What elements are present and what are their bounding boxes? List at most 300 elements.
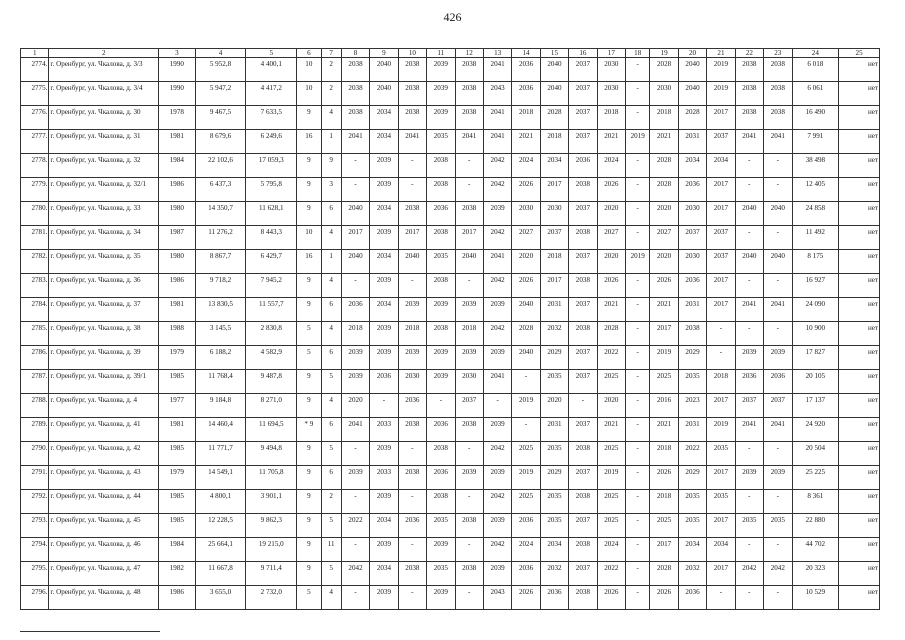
table-cell: 5 (297, 346, 321, 370)
table-cell: 2026 (650, 274, 678, 298)
table-cell: 9 (297, 394, 321, 418)
table-cell: 2017 (455, 226, 483, 250)
footnote-rule (20, 631, 160, 632)
row-number-cell: 2788. (21, 394, 49, 418)
table-cell: 2039 (341, 370, 369, 394)
table-cell: - (341, 154, 369, 178)
table-cell: 8 175 (792, 250, 839, 274)
table-cell: 2031 (678, 298, 706, 322)
column-number-cell: 5 (246, 49, 297, 58)
table-cell: 2038 (427, 322, 455, 346)
address-cell: г. Оренбург, ул. Чкалова, д. 30 (49, 106, 159, 130)
table-cell: 2022 (597, 346, 625, 370)
table-cell: 2038 (735, 58, 763, 82)
flag-cell: нет (839, 250, 880, 274)
table-cell: 2031 (540, 418, 568, 442)
table-cell: 6 (321, 466, 341, 490)
table-cell: 2038 (455, 58, 483, 82)
table-cell: 9 (297, 178, 321, 202)
address-cell: г. Оренбург, ул. Чкалова, д. 3/4 (49, 82, 159, 106)
table-cell: 9 (297, 274, 321, 298)
flag-cell: нет (839, 586, 880, 610)
flag-cell: нет (839, 418, 880, 442)
table-cell: 2035 (678, 490, 706, 514)
table-cell: - (735, 154, 763, 178)
table-cell: 2036 (341, 298, 369, 322)
table-cell: 2020 (597, 394, 625, 418)
table-cell: 2037 (569, 58, 597, 82)
table-cell: 2030 (455, 370, 483, 394)
address-cell: г. Оренбург, ул. Чкалова, д. 31 (49, 130, 159, 154)
table-cell: - (707, 586, 735, 610)
row-number-cell: 2778. (21, 154, 49, 178)
table-cell: 2039 (455, 346, 483, 370)
table-cell: 2018 (540, 250, 568, 274)
table-cell: 2018 (398, 322, 426, 346)
table-cell: 17 137 (792, 394, 839, 418)
table-cell: 2017 (707, 274, 735, 298)
row-number-cell: 2782. (21, 250, 49, 274)
table-cell: 10 529 (792, 586, 839, 610)
column-number-cell: 4 (195, 49, 246, 58)
table-cell: 2024 (597, 154, 625, 178)
table-body (21, 49, 880, 610)
table-cell: 12 228,5 (195, 514, 246, 538)
address-cell: г. Оренбург, ул. Чкалова, д. 39/1 (49, 370, 159, 394)
flag-cell: нет (839, 322, 880, 346)
table-cell: 9 (297, 562, 321, 586)
table-cell: 2034 (370, 130, 398, 154)
table-cell: 5 (321, 514, 341, 538)
table-cell: 2037 (707, 226, 735, 250)
table-cell: 3 655,0 (195, 586, 246, 610)
flag-cell: нет (839, 394, 880, 418)
page-number: 426 (443, 10, 462, 24)
table-cell: 2020 (540, 394, 568, 418)
table-cell: 2037 (707, 130, 735, 154)
table-cell: 2038 (455, 418, 483, 442)
table-cell: 2018 (455, 322, 483, 346)
column-number-cell: 3 (159, 49, 196, 58)
column-number-cell: 14 (512, 49, 540, 58)
table-row (21, 394, 880, 418)
table-cell: 16 (297, 250, 321, 274)
table-cell: 1987 (159, 226, 196, 250)
table-cell: 16 927 (792, 274, 839, 298)
table-cell: 6 437,3 (195, 178, 246, 202)
row-number-cell: 2794. (21, 538, 49, 562)
table-cell: 1985 (159, 514, 196, 538)
address-cell: г. Оренбург, ул. Чкалова, д. 3/3 (49, 58, 159, 82)
row-number-cell: 2777. (21, 130, 49, 154)
table-cell: 2019 (626, 130, 650, 154)
table-cell: 2021 (597, 298, 625, 322)
column-number-cell: 17 (597, 49, 625, 58)
table-cell: 2039 (398, 346, 426, 370)
table-cell: - (626, 202, 650, 226)
table-cell: 2030 (512, 202, 540, 226)
table-cell: 2025 (650, 370, 678, 394)
table-cell: 2029 (678, 346, 706, 370)
table-cell: 1990 (159, 58, 196, 82)
table-cell: 2042 (341, 562, 369, 586)
table-cell: 2038 (398, 58, 426, 82)
table-cell: 13 830,5 (195, 298, 246, 322)
flag-cell: нет (839, 442, 880, 466)
table-cell: 2034 (540, 154, 568, 178)
table-row (21, 154, 880, 178)
table-cell: 2042 (483, 490, 511, 514)
table-cell: 2038 (569, 226, 597, 250)
table-cell: 2038 (569, 538, 597, 562)
table-cell: - (626, 418, 650, 442)
flag-cell: нет (839, 538, 880, 562)
table-cell: 2040 (370, 58, 398, 82)
column-number-cell: 19 (650, 49, 678, 58)
table-row (21, 130, 880, 154)
table-cell: 9 494,8 (246, 442, 297, 466)
table-cell: - (764, 178, 792, 202)
table-cell: 2025 (597, 514, 625, 538)
row-number-cell: 2776. (21, 106, 49, 130)
table-row (21, 370, 880, 394)
flag-cell: нет (839, 106, 880, 130)
table-cell: 2019 (626, 250, 650, 274)
table-cell: 2036 (398, 394, 426, 418)
table-cell: 2 830,8 (246, 322, 297, 346)
table-cell: 1981 (159, 298, 196, 322)
table-cell: 2038 (427, 274, 455, 298)
table-row (21, 442, 880, 466)
table-cell: 2028 (650, 562, 678, 586)
table-cell: 2022 (678, 442, 706, 466)
table-cell: 2030 (398, 370, 426, 394)
table-cell: 2037 (569, 202, 597, 226)
table-cell: 2039 (483, 202, 511, 226)
table-cell: 2039 (427, 346, 455, 370)
column-number-cell: 9 (370, 49, 398, 58)
table-cell: 2035 (427, 514, 455, 538)
table-cell: 10 (297, 82, 321, 106)
flag-cell: нет (839, 466, 880, 490)
address-cell: г. Оренбург, ул. Чкалова, д. 45 (49, 514, 159, 538)
table-cell: 2034 (707, 538, 735, 562)
table-cell: 2039 (455, 466, 483, 490)
table-cell: 10 900 (792, 322, 839, 346)
table-cell: 2 (321, 58, 341, 82)
table-cell: 5 795,8 (246, 178, 297, 202)
table-cell: 2038 (398, 82, 426, 106)
table-cell: 2041 (735, 298, 763, 322)
table-cell: 2025 (650, 514, 678, 538)
table-cell: 2039 (735, 466, 763, 490)
table-cell: 11 694,5 (246, 418, 297, 442)
table-cell: - (626, 490, 650, 514)
table-cell: 7 633,5 (246, 106, 297, 130)
table-cell: 2036 (398, 514, 426, 538)
row-number-cell: 2789. (21, 418, 49, 442)
address-cell: г. Оренбург, ул. Чкалова, д. 47 (49, 562, 159, 586)
table-cell: 2017 (540, 274, 568, 298)
table-cell: 2034 (707, 154, 735, 178)
table-cell: 1985 (159, 370, 196, 394)
table-cell: 2018 (707, 370, 735, 394)
table-cell: 11 557,7 (246, 298, 297, 322)
table-cell: 9 (297, 154, 321, 178)
table-cell: 2039 (427, 82, 455, 106)
column-number-cell: 18 (626, 49, 650, 58)
table-cell: 1978 (159, 106, 196, 130)
table-cell: 2034 (540, 538, 568, 562)
table-cell: 2 (321, 490, 341, 514)
table-cell: 2039 (370, 178, 398, 202)
table-cell: 2036 (678, 274, 706, 298)
table-cell: - (512, 370, 540, 394)
table-cell: 2037 (569, 82, 597, 106)
table-cell: 2041 (398, 130, 426, 154)
table-cell: 6 249,6 (246, 130, 297, 154)
table-cell: 2040 (735, 250, 763, 274)
table-cell: 2040 (455, 250, 483, 274)
flag-cell: нет (839, 370, 880, 394)
table-cell: - (626, 562, 650, 586)
table-cell: 14 549,1 (195, 466, 246, 490)
table-cell: - (398, 154, 426, 178)
table-cell: 2036 (764, 370, 792, 394)
table-cell: 2029 (540, 466, 568, 490)
table-cell: 2040 (370, 82, 398, 106)
table-cell: - (626, 106, 650, 130)
table-cell: 2017 (707, 394, 735, 418)
column-number-cell: 24 (792, 49, 839, 58)
table-cell: 2038 (455, 82, 483, 106)
table-cell: - (764, 490, 792, 514)
table-cell: 2040 (398, 250, 426, 274)
table-cell: 11 492 (792, 226, 839, 250)
table-cell: 2029 (678, 466, 706, 490)
table-cell: 4 (321, 226, 341, 250)
table-cell: 2038 (735, 106, 763, 130)
table-cell: 3 145,5 (195, 322, 246, 346)
table-cell: 1981 (159, 418, 196, 442)
table-cell: 2038 (427, 178, 455, 202)
table-cell: 2035 (427, 130, 455, 154)
table-row (21, 58, 880, 82)
column-number-cell: 10 (398, 49, 426, 58)
table-cell: - (764, 538, 792, 562)
table-cell: 2039 (370, 490, 398, 514)
table-cell: 2028 (597, 322, 625, 346)
address-cell: г. Оренбург, ул. Чкалова, д. 41 (49, 418, 159, 442)
table-cell: 2030 (650, 82, 678, 106)
table-cell: - (455, 154, 483, 178)
table-cell: 1 (321, 250, 341, 274)
table-cell: 2038 (764, 82, 792, 106)
table-cell: 9 862,3 (246, 514, 297, 538)
table-cell: - (455, 274, 483, 298)
table-cell: 2027 (650, 226, 678, 250)
table-cell: 8 271,0 (246, 394, 297, 418)
table-cell: 11 667,8 (195, 562, 246, 586)
table-cell: 1977 (159, 394, 196, 418)
table-cell: - (341, 442, 369, 466)
table-cell: 11 705,8 (246, 466, 297, 490)
table-cell: - (764, 586, 792, 610)
table-cell: 2025 (597, 442, 625, 466)
table-cell: 6 (321, 346, 341, 370)
row-number-cell: 2792. (21, 490, 49, 514)
table-cell: 2037 (569, 466, 597, 490)
table-cell: - (764, 154, 792, 178)
table-cell: 2036 (512, 514, 540, 538)
table-cell: 2020 (650, 202, 678, 226)
table-cell: 2027 (512, 226, 540, 250)
table-cell: 2039 (370, 322, 398, 346)
column-number-cell: 8 (341, 49, 369, 58)
table-cell: 2024 (512, 538, 540, 562)
address-cell: г. Оренбург, ул. Чкалова, д. 39 (49, 346, 159, 370)
table-cell: 2018 (650, 490, 678, 514)
table-cell: 1986 (159, 178, 196, 202)
column-number-cell: 2 (49, 49, 159, 58)
column-number-cell: 13 (483, 49, 511, 58)
table-cell: 2039 (341, 466, 369, 490)
table-cell: 2042 (483, 442, 511, 466)
table-cell: 2036 (569, 154, 597, 178)
table-cell: 2035 (427, 562, 455, 586)
table-cell: 2026 (650, 466, 678, 490)
table-cell: 2038 (678, 322, 706, 346)
table-row (21, 562, 880, 586)
table-cell: 9 (297, 514, 321, 538)
table-cell: 1979 (159, 346, 196, 370)
table-row (21, 202, 880, 226)
table-cell: 2034 (370, 514, 398, 538)
table-cell: 2037 (569, 130, 597, 154)
table-cell: 10 (297, 58, 321, 82)
table-cell: - (735, 322, 763, 346)
address-cell: г. Оренбург, ул. Чкалова, д. 42 (49, 442, 159, 466)
table-cell: 2017 (540, 178, 568, 202)
row-number-cell: 2795. (21, 562, 49, 586)
table-cell: 2040 (678, 82, 706, 106)
table-cell: 5 (321, 370, 341, 394)
table-cell: 2034 (370, 298, 398, 322)
table-cell: 1979 (159, 466, 196, 490)
table-cell: 1986 (159, 586, 196, 610)
table-cell: 2041 (455, 130, 483, 154)
table-cell: 25 664,1 (195, 538, 246, 562)
table-cell: 2031 (540, 298, 568, 322)
table-cell: 8 867,7 (195, 250, 246, 274)
column-number-cell: 7 (321, 49, 341, 58)
table-cell: - (735, 178, 763, 202)
column-number-cell: 22 (735, 49, 763, 58)
table-cell: - (764, 322, 792, 346)
table-cell: 2040 (540, 82, 568, 106)
table-cell: 2038 (398, 562, 426, 586)
table-cell: 2039 (427, 58, 455, 82)
table-cell: 2038 (398, 202, 426, 226)
table-cell: 2041 (735, 418, 763, 442)
table-cell: 2016 (650, 394, 678, 418)
table-cell: 2043 (483, 82, 511, 106)
column-number-cell: 16 (569, 49, 597, 58)
table-cell: 9 (297, 442, 321, 466)
table-cell: 2026 (597, 274, 625, 298)
table-cell: 2037 (678, 226, 706, 250)
column-number-cell: 20 (678, 49, 706, 58)
table-cell: 2021 (650, 418, 678, 442)
table-cell: 2039 (764, 346, 792, 370)
table-cell: 2036 (735, 370, 763, 394)
table-cell: - (569, 394, 597, 418)
table-cell: 2021 (650, 130, 678, 154)
table-cell: 4 (321, 274, 341, 298)
table-row (21, 106, 880, 130)
row-number-cell: 2786. (21, 346, 49, 370)
table-cell: 2035 (678, 514, 706, 538)
table-cell: 9 (321, 154, 341, 178)
table-cell: 24 920 (792, 418, 839, 442)
table-cell: 2037 (569, 106, 597, 130)
table-row (21, 538, 880, 562)
column-number-cell: 1 (21, 49, 49, 58)
table-cell: 25 225 (792, 466, 839, 490)
table-cell: 8 361 (792, 490, 839, 514)
table-cell: 2024 (597, 538, 625, 562)
table-cell: 2042 (483, 322, 511, 346)
table-cell: - (626, 178, 650, 202)
table-cell: 2019 (707, 418, 735, 442)
table-cell: 2017 (650, 322, 678, 346)
table-cell: 2019 (512, 466, 540, 490)
column-number-cell: 11 (427, 49, 455, 58)
table-cell: - (512, 418, 540, 442)
table-cell: 2038 (341, 106, 369, 130)
table-cell: 9 718,2 (195, 274, 246, 298)
table-cell: 2021 (597, 130, 625, 154)
flag-cell: нет (839, 490, 880, 514)
table-cell: 2028 (512, 322, 540, 346)
table-cell: 2036 (512, 58, 540, 82)
flag-cell: нет (839, 154, 880, 178)
table-cell: 5 (321, 562, 341, 586)
column-number-cell: 23 (764, 49, 792, 58)
table-row (21, 466, 880, 490)
row-number-cell: 2784. (21, 298, 49, 322)
table-cell: 2035 (707, 442, 735, 466)
column-number-cell: 12 (455, 49, 483, 58)
flag-cell: нет (839, 346, 880, 370)
table-cell: 5 947,2 (195, 82, 246, 106)
table-cell: 2018 (540, 130, 568, 154)
table-cell: - (735, 442, 763, 466)
table-cell: 2037 (569, 562, 597, 586)
table-cell: 2040 (512, 298, 540, 322)
flag-cell: нет (839, 58, 880, 82)
table-cell: 2038 (427, 226, 455, 250)
table-cell: 2018 (650, 106, 678, 130)
column-number-cell: 15 (540, 49, 568, 58)
table-cell: 2017 (707, 562, 735, 586)
row-number-cell: 2793. (21, 514, 49, 538)
table-cell: 2017 (650, 538, 678, 562)
table-cell: - (626, 82, 650, 106)
table-cell: 16 490 (792, 106, 839, 130)
row-number-cell: 2780. (21, 202, 49, 226)
table-cell: 2018 (512, 106, 540, 130)
